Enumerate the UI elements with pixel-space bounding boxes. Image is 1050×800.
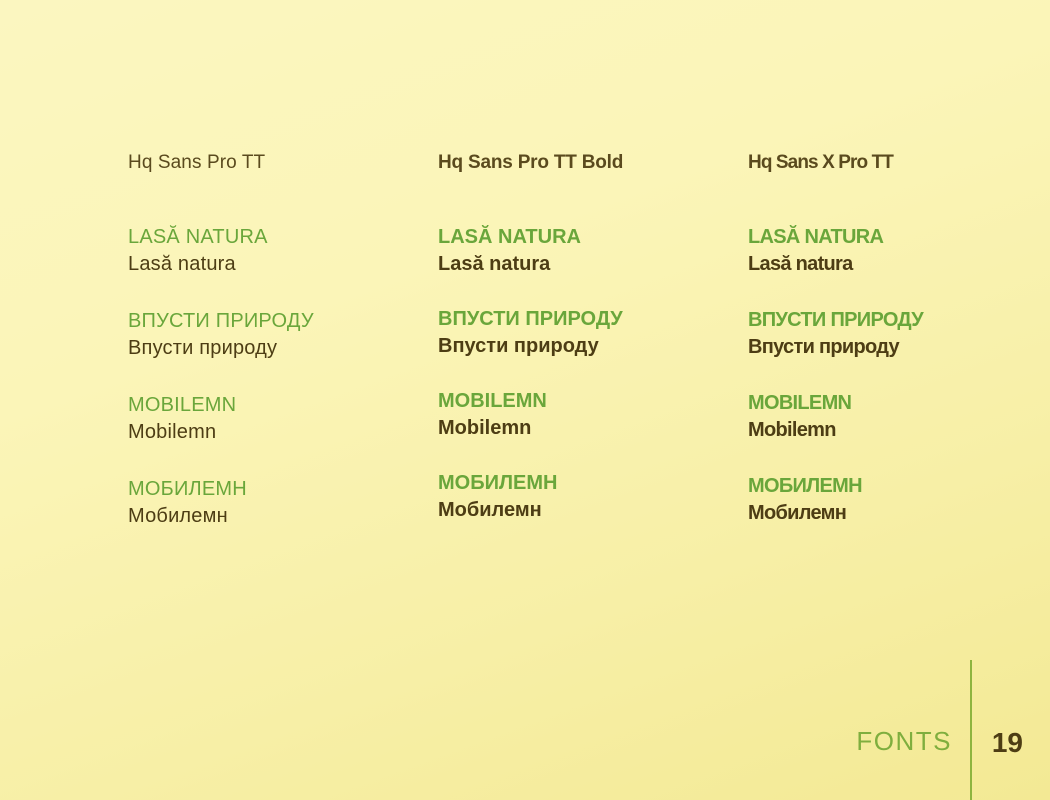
specimen-uppercase: ВПУСТИ ПРИРОДУ [128, 310, 314, 332]
specimen-lowercase: Мобилемн [748, 502, 847, 524]
specimen-uppercase: MOBILEMN [748, 392, 852, 414]
specimen-pair [748, 307, 1050, 361]
specimen-pair [438, 388, 748, 442]
specimen-lowercase: Lasă natura [748, 253, 853, 275]
specimen-pair [128, 224, 438, 278]
specimen-uppercase: MOBILEMN [128, 394, 237, 416]
specimen-lowercase: Lasă natura [438, 253, 551, 275]
specimen-pair [748, 473, 1050, 527]
specimen-uppercase: МОБИЛЕМН [748, 475, 862, 497]
font-column-heading: Hq Sans Pro TT Bold [438, 152, 624, 173]
specimen-pair [438, 306, 748, 360]
specimen-uppercase: МОБИЛЕМН [128, 478, 247, 500]
specimen-pair [438, 470, 748, 524]
specimen-pair [128, 308, 438, 362]
specimen-pair [748, 224, 1050, 278]
specimen-lowercase: Впусти природу [748, 336, 899, 358]
specimen-lowercase: Впусти природу [438, 335, 599, 357]
specimen-uppercase: LASĂ NATURA [128, 226, 268, 248]
specimen-uppercase: LASĂ NATURA [438, 226, 581, 248]
font-column-heading: Hq Sans Pro TT [128, 152, 266, 173]
specimen-lowercase: Mobilemn [438, 417, 532, 439]
footer-divider [970, 660, 972, 800]
specimen-uppercase: ВПУСТИ ПРИРОДУ [748, 309, 923, 331]
specimen-lowercase: Впусти природу [128, 337, 278, 359]
specimen-uppercase: MOBILEMN [438, 390, 547, 412]
page-footer [730, 660, 1050, 800]
footer-section-label: FONTS [856, 726, 952, 756]
specimen-uppercase: LASĂ NATURA [748, 226, 884, 248]
specimen-lowercase: Lasă natura [128, 253, 236, 275]
font-column-regular [128, 150, 438, 560]
font-column-bold [438, 150, 748, 560]
specimen-uppercase: МОБИЛЕМН [438, 472, 558, 494]
font-column-x-bold [748, 150, 1050, 560]
specimen-pair [128, 476, 438, 530]
specimen-lowercase: Mobilemn [748, 419, 836, 441]
specimen-lowercase: Мобилемн [438, 499, 542, 521]
specimen-pair [128, 392, 438, 446]
specimen-lowercase: Мобилемн [128, 505, 228, 527]
font-column-heading: Hq Sans X Pro TT [748, 152, 894, 173]
page-number: 19 [991, 727, 1023, 758]
specimen-lowercase: Mobilemn [128, 421, 217, 443]
specimen-pair [438, 224, 748, 278]
font-specimen-columns [128, 150, 1008, 560]
specimen-pair [748, 390, 1050, 444]
specimen-uppercase: ВПУСТИ ПРИРОДУ [438, 308, 623, 330]
